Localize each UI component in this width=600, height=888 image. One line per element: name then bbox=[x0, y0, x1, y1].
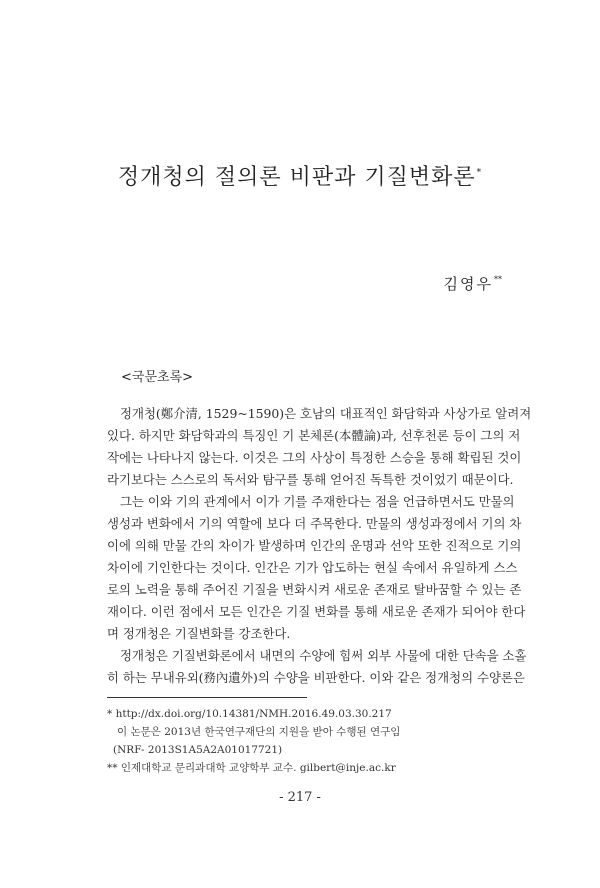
abstract-heading: <국문초록> bbox=[121, 370, 194, 385]
footnote-funding: 이 논문은 2013년 한국연구재단의 지원을 받아 수행된 연구임 bbox=[117, 726, 401, 738]
page-number: - 217 - bbox=[279, 790, 321, 805]
title-footnote-mark: * bbox=[476, 168, 483, 178]
author-footnote-mark: ** bbox=[494, 275, 502, 284]
author-name: 김영우 bbox=[443, 275, 493, 293]
abstract-line: 그는 이와 기의 관계에서 이가 기를 주재한다는 점을 언급하면서도 만물의 bbox=[120, 494, 515, 509]
title-text: 정개청의 절의론 비판과 기질변화론 bbox=[117, 165, 476, 190]
abstract-line: 차이에 기인한다는 것이다. 인간은 기가 압도하는 현실 속에서 유일하게 스스 bbox=[107, 560, 518, 575]
abstract-line: 정개청(鄭介清, 1529~1590)은 호남의 대표적인 화담학과 사상가로 알려져 bbox=[120, 406, 532, 421]
abstract-body bbox=[107, 403, 532, 689]
abstract-line: 있다. 하지만 화담학과의 특징인 기 본체론(本體論)과, 선후천론 등이 그의 저 bbox=[107, 428, 521, 443]
article-title bbox=[0, 160, 600, 191]
footnote-doi: * http://dx.doi.org/10.14381/NMH.2016.49.03.30.217 bbox=[107, 708, 392, 720]
abstract-line: 작에는 나타나지 않는다. 이것은 그의 사상이 특정한 스승을 통해 확립된 것이 bbox=[107, 450, 522, 465]
abstract-line: 히 하는 무내유외(務內遺外)의 수양을 비판한다. 이와 같은 정개청의 수양론은 bbox=[107, 670, 525, 685]
abstract-line: 생성과 변화에서 기의 역할에 보다 더 주목한다. 만물의 생성과정에서 기의 차 bbox=[107, 516, 522, 531]
abstract-line: 재이다. 이런 점에서 모든 인간은 기질 변화를 통해 새로운 존재가 되어야 한다 bbox=[107, 604, 526, 619]
footnotes bbox=[107, 705, 507, 777]
footnote-grant-number: (NRF- 2013S1A5A2A01017721) bbox=[113, 744, 283, 756]
abstract-line: 정개청은 기질변화론에서 내면의 수양에 힘써 외부 사물에 대한 단속을 소홀 bbox=[120, 648, 527, 663]
author bbox=[444, 273, 502, 294]
abstract-line: 로의 노력을 통해 주어진 기질을 변화시켜 새로운 존재로 탈바꿈할 수 있는 존 bbox=[107, 582, 522, 597]
abstract-line: 이에 의해 만물 간의 차이가 발생하며 인간의 운명과 선악 또한 진적으로 기의 bbox=[107, 538, 522, 553]
footnote-divider bbox=[107, 697, 307, 698]
footnote-author-affiliation: ** 인제대학교 문리과대학 교양학부 교수. gilbert@inje.ac.kr bbox=[107, 762, 396, 774]
abstract-line: 라기보다는 스스로의 독서와 탐구를 통해 얻어진 독특한 것이었기 때문이다. bbox=[107, 472, 514, 487]
abstract-line: 며 정개청은 기질변화를 강조한다. bbox=[107, 626, 291, 641]
